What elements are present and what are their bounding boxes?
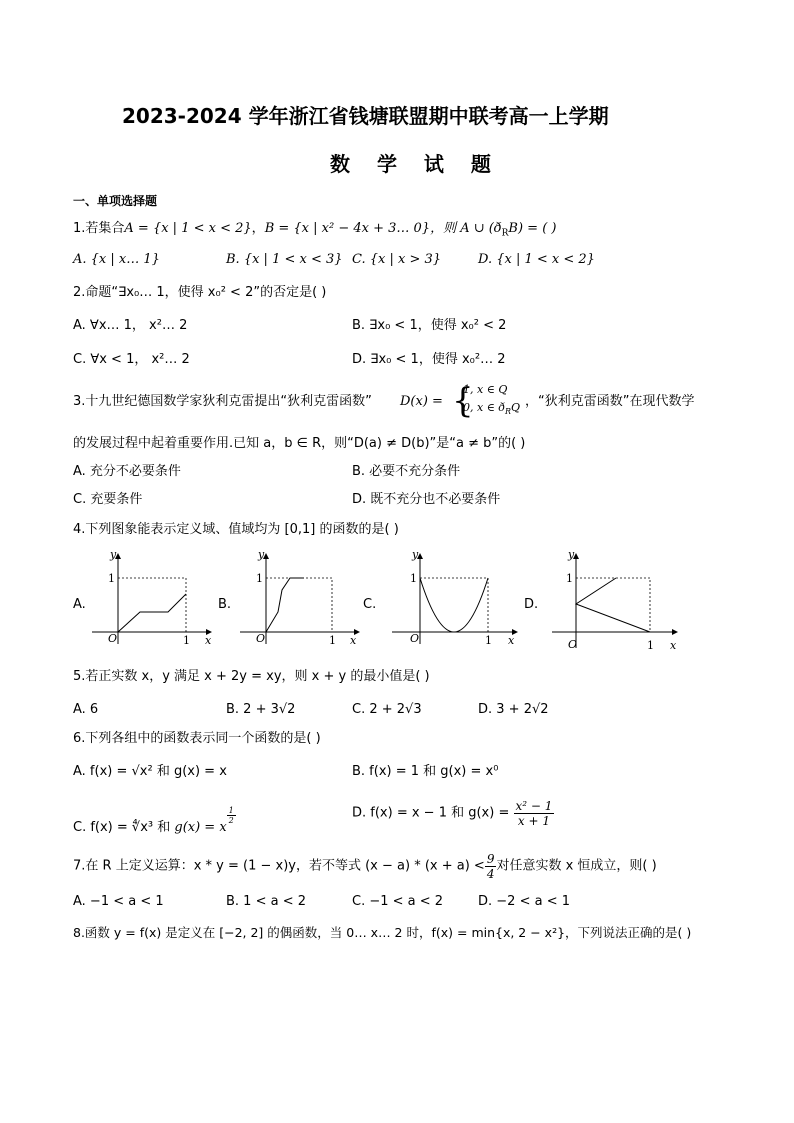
exam-title: 2023-2024 学年浙江省钱塘联盟期中联考高一上学期 xyxy=(122,104,609,128)
q7-option-a: A. −1 < a < 1 xyxy=(73,894,164,909)
y-axis-label: y xyxy=(110,548,117,561)
question-7-stem: 7.在 R 上定义运算：x * y = (1 − x)y，若不等式 (x − a) * (x + a) < $\frac{9}{4}$ 对任意实数 x 恒成立，则( ) xyxy=(73,852,657,881)
q5-option-b: B. 2 + 3√2 xyxy=(226,702,296,717)
q3-option-a: A. 充分不必要条件 xyxy=(73,464,181,479)
q4-label-c: C. xyxy=(363,597,377,612)
q2-option-d: D. ∃x₀ < 1，使得 x₀²… 2 xyxy=(352,352,506,367)
q4-label-a: A. xyxy=(73,597,86,612)
dirichlet-function: D(x) = xyxy=(400,394,443,409)
q6-option-d: D. f(x) = x − 1 和 g(x) = $\frac{\text{x² − 1}}{x + 1}$ xyxy=(352,799,553,828)
svg-text:1: 1 xyxy=(183,634,190,647)
svg-text:1: 1 xyxy=(647,639,654,652)
q4-graph-c xyxy=(386,548,526,648)
q1-option-d: D. {x | 1 < x < 2} xyxy=(478,252,595,267)
q4-label-b: B. xyxy=(218,597,232,612)
question-5-stem: 5.若正实数 x，y 满足 x + 2y = xy，则 x + y 的最小值是( ) xyxy=(73,669,430,684)
q4-graph-b xyxy=(236,548,366,648)
svg-text:O: O xyxy=(108,632,118,645)
svg-text:y: y xyxy=(568,548,575,561)
svg-text:y: y xyxy=(258,548,265,561)
q2-option-c: C. ∀x < 1， x²… 2 xyxy=(73,352,190,367)
q7-option-b: B. 1 < a < 2 xyxy=(226,894,307,909)
svg-text:y: y xyxy=(412,548,419,561)
q5-option-a: A. 6 xyxy=(73,702,99,717)
svg-text:x: x xyxy=(350,634,357,647)
question-3-stem-line2: 的发展过程中起着重要作用.已知 a，b ∈ R，则“D(a) ≠ D(b)”是“a ≠ b”的( ) xyxy=(73,436,526,451)
piecewise-case-2: 0, x ∈ $ð_RQ$ xyxy=(463,401,521,417)
svg-text:1: 1 xyxy=(566,572,573,585)
svg-text:1: 1 xyxy=(108,572,115,585)
q2-option-a: A. ∀x… 1， x²… 2 xyxy=(73,318,188,333)
q3-option-d: D. 既不充分也不必要条件 xyxy=(352,492,501,507)
q6-option-b: B. f(x) = 1 和 g(x) = x⁰ xyxy=(352,764,499,779)
piecewise-brace: { xyxy=(452,381,474,421)
svg-text:1: 1 xyxy=(410,572,417,585)
q3-option-b: B. 必要不充分条件 xyxy=(352,464,461,479)
q7-option-d: D. −2 < a < 1 xyxy=(478,894,570,909)
q1-option-c: C. {x | x > 3} xyxy=(352,252,442,267)
question-6-stem: 6.下列各组中的函数表示同一个函数的是( ) xyxy=(73,731,321,746)
q4-graph-d xyxy=(546,548,686,654)
q5-option-d: D. 3 + 2√2 xyxy=(478,702,549,717)
q4-graph-a xyxy=(88,548,218,648)
svg-text:O: O xyxy=(568,638,578,651)
q1-option-a: A. {x | x… 1} xyxy=(73,252,160,267)
q5-option-c: C. 2 + 2√3 xyxy=(352,702,422,717)
svg-text:1: 1 xyxy=(256,572,263,585)
svg-text:x: x xyxy=(508,634,515,647)
question-4-stem: 4.下列图象能表示定义域、值域均为 [0,1] 的函数的是( ) xyxy=(73,522,399,537)
q4-label-d: D. xyxy=(524,597,539,612)
svg-text:O: O xyxy=(410,632,420,645)
q6-option-a: A. f(x) = √x² 和 g(x) = x xyxy=(73,764,227,779)
q6-option-c: C. f(x) = ∜x³ 和 g(x) = x $\frac{1}{2}$ xyxy=(73,806,234,835)
exam-subtitle: 数 学 试 题 xyxy=(330,152,501,176)
x-axis-label: x xyxy=(205,634,212,647)
svg-text:O: O xyxy=(256,632,266,645)
q2-option-b: B. ∃x₀ < 1，使得 x₀² < 2 xyxy=(352,318,507,333)
svg-text:1: 1 xyxy=(329,634,336,647)
question-1-stem: 1.若集合A = {x | 1 < x < 2}，B = {x | x² − 4x + 3… 0}，则 A ∪ $(ð_RB)$ = ( ) xyxy=(73,221,557,239)
question-3-stem-cont: ，“狄利克雷函数”在现代数学 xyxy=(525,394,695,409)
svg-text:x: x xyxy=(670,639,677,652)
question-8-stem: 8.函数 y = f(x) 是定义在 [−2, 2] 的偶函数，当 0… x… 2 时，f(x) = min{x, 2 − x²}，下列说法正确的是( ) xyxy=(73,925,692,940)
q7-option-c: C. −1 < a < 2 xyxy=(352,894,444,909)
piecewise-case-1: 1, x ∈ Q xyxy=(463,383,508,396)
question-3-stem: 3.十九世纪德国数学家狄利克雷提出“狄利克雷函数” xyxy=(73,394,372,409)
section-heading: 一、单项选择题 xyxy=(73,194,158,208)
svg-text:1: 1 xyxy=(485,634,492,647)
question-2-stem: 2.命题“∃x₀… 1，使得 x₀² < 2”的否定是( ) xyxy=(73,285,327,300)
q3-option-c: C. 充要条件 xyxy=(73,492,143,507)
q1-option-b: B. {x | 1 < x < 3} xyxy=(226,252,343,267)
